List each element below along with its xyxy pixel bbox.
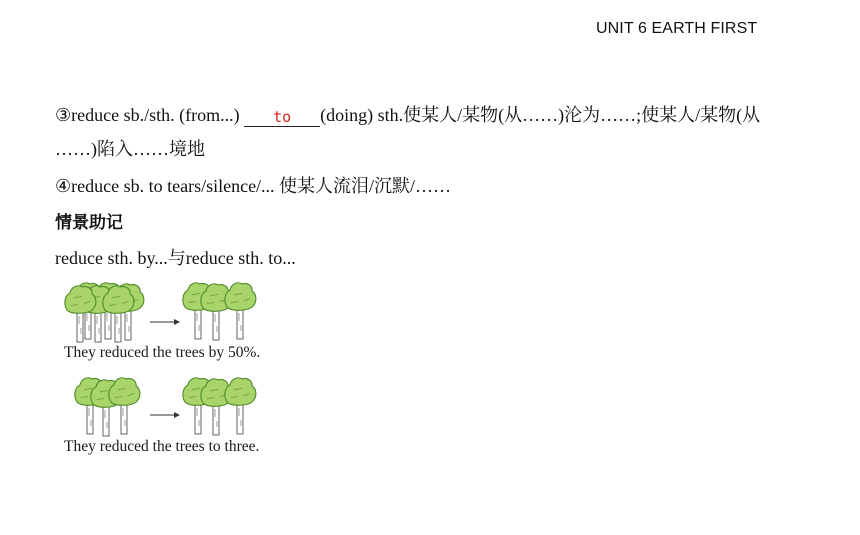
item-3-line-2: ……)陷入……境地 [55, 139, 205, 159]
section-heading: 情景助记 [55, 213, 123, 233]
answer-blank[interactable] [244, 107, 320, 127]
answer-text: to [273, 108, 292, 126]
tree-icon [225, 283, 256, 339]
item-4-line: ④reduce sb. to tears/silence/... 使某人流泪/沉默/…… [55, 176, 452, 196]
item-3-text-after: (doing) sth.使某人/某物(从……)沦为……;使某人/某物(从 [320, 105, 761, 125]
tree-icon [225, 378, 256, 434]
item-3-text-before: ③reduce sb./sth. (from...) [55, 105, 245, 125]
trees-by-50-illustration [58, 280, 273, 347]
item-3-line-1 [55, 101, 760, 127]
trees-to-three-illustration [58, 375, 273, 442]
memo-line: reduce sth. by...与reduce sth. to... [55, 248, 296, 268]
unit-title: UNIT 6 EARTH FIRST [596, 20, 758, 37]
arrow-right-icon [150, 412, 180, 418]
bottom-figure-caption: They reduced the trees to three. [64, 438, 260, 455]
arrow-right-icon [150, 319, 180, 325]
top-figure-caption: They reduced the trees by 50%. [64, 344, 261, 361]
